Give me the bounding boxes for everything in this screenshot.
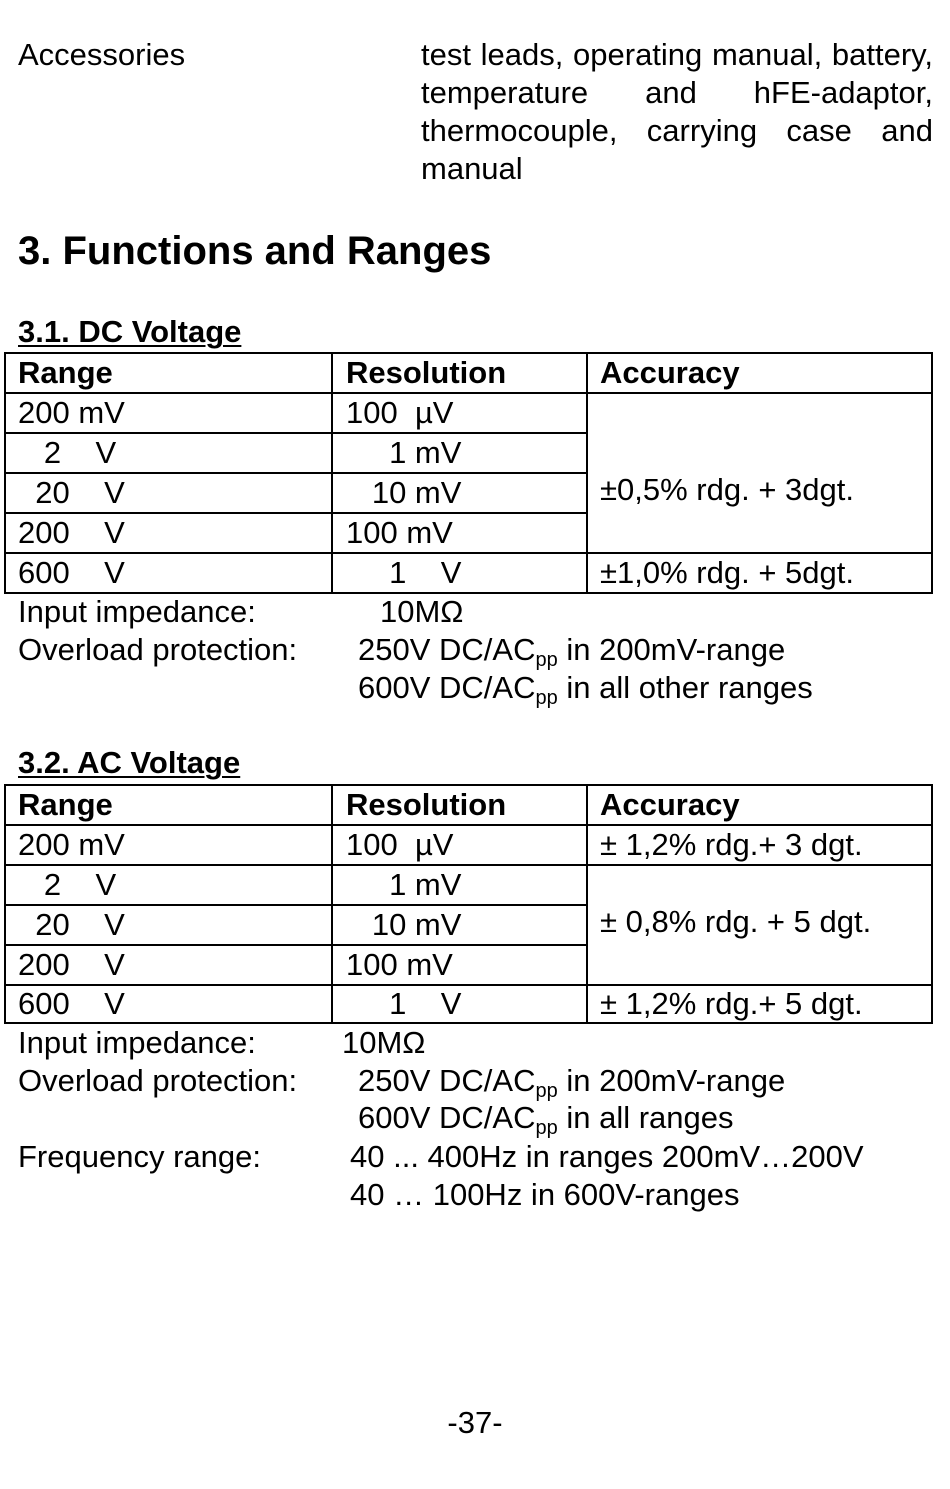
table-cell-resolution: 10 mV — [346, 475, 462, 510]
dc-overload-label: Overload protection: — [18, 632, 298, 667]
ac-impedance-value: 10MΩ — [342, 1025, 426, 1060]
table-cell-resolution: 10 mV — [346, 907, 462, 942]
table-cell-accuracy: ± 1,2% rdg.+ 5 dgt. — [600, 986, 863, 1021]
ac-voltage-title: 3.2. AC Voltage — [18, 745, 241, 780]
table-cell-range: 200 mV — [18, 827, 125, 862]
table-cell-accuracy: ±0,5% rdg. + 3dgt. — [600, 472, 854, 507]
table-cell-resolution: 1 mV — [346, 435, 462, 470]
ac-overload-line-1: 250V $DC/AC_{pp}$ in 200mV-range — [358, 1063, 786, 1102]
table-cell-range: 20 V — [18, 907, 125, 942]
table-cell-range: 2 V — [18, 867, 117, 902]
ac-overload-line-2: 600V $DC/AC_{pp}$ in all ranges — [358, 1100, 734, 1139]
ac-frequency-label: Frequency range: — [18, 1139, 261, 1174]
dc-voltage-title: 3.1. DC Voltage — [18, 314, 242, 349]
table-cell-accuracy: ± 1,2% rdg.+ 3 dgt. — [600, 827, 863, 862]
table-border — [931, 784, 933, 1024]
accessories-label: Accessories — [18, 37, 186, 72]
table-border — [4, 392, 933, 394]
table-cell-range: 2 V — [18, 435, 117, 470]
table-cell-resolution: 1 V — [346, 986, 462, 1021]
table-cell-resolution: 100 µV — [346, 827, 454, 862]
ac-impedance-label: Input impedance: — [18, 1025, 256, 1060]
table-cell-range: 600 V — [18, 555, 125, 590]
header-resolution: Resolution — [346, 787, 507, 822]
page-number: -37- — [447, 1405, 503, 1440]
dc-impedance-label: Input impedance: — [18, 594, 256, 629]
table-border — [931, 352, 933, 594]
table-cell-range: 600 V — [18, 986, 125, 1021]
header-resolution: Resolution — [346, 355, 507, 390]
ac-overload-label: Overload protection: — [18, 1063, 298, 1098]
header-accuracy: Accuracy — [600, 787, 740, 822]
section-title: 3. Functions and Ranges — [18, 229, 492, 273]
table-cell-range: 200 V — [18, 947, 125, 982]
table-cell-resolution: 1 V — [346, 555, 462, 590]
header-accuracy: Accuracy — [600, 355, 740, 390]
table-border — [331, 352, 333, 594]
table-cell-range: 200 V — [18, 515, 125, 550]
table-border — [4, 784, 6, 1024]
table-cell-range: 200 mV — [18, 395, 125, 430]
ac-frequency-line-1: 40 ... 400Hz in ranges 200mV…200V — [350, 1139, 864, 1174]
table-cell-accuracy: ± 0,8% rdg. + 5 dgt. — [600, 904, 872, 939]
table-border — [586, 784, 588, 1024]
accessories-text: test leads, operating manual, battery, temperature and hFE-adaptor, thermocouple, carrying case and manual — [421, 37, 933, 186]
table-cell-range: 20 V — [18, 475, 125, 510]
table-border — [4, 352, 6, 594]
table-cell-resolution: 100 mV — [346, 515, 453, 550]
table-border — [331, 784, 333, 1024]
header-range: Range — [18, 787, 113, 822]
table-cell-accuracy: ±1,0% rdg. + 5dgt. — [600, 555, 854, 590]
table-border — [586, 352, 588, 594]
table-cell-resolution: 100 mV — [346, 947, 453, 982]
dc-impedance-value: 10MΩ — [380, 594, 464, 629]
table-cell-resolution: 100 µV — [346, 395, 454, 430]
table-cell-resolution: 1 mV — [346, 867, 462, 902]
dc-overload-line-1: 250V $DC/AC_{pp}$ in 200mV-range — [358, 632, 786, 671]
header-range: Range — [18, 355, 113, 390]
table-border — [4, 864, 933, 866]
ac-frequency-line-2: 40 … 100Hz in 600V-ranges — [350, 1177, 740, 1212]
dc-overload-line-2: 600V $DC/AC_{pp}$ in all other ranges — [358, 670, 813, 709]
